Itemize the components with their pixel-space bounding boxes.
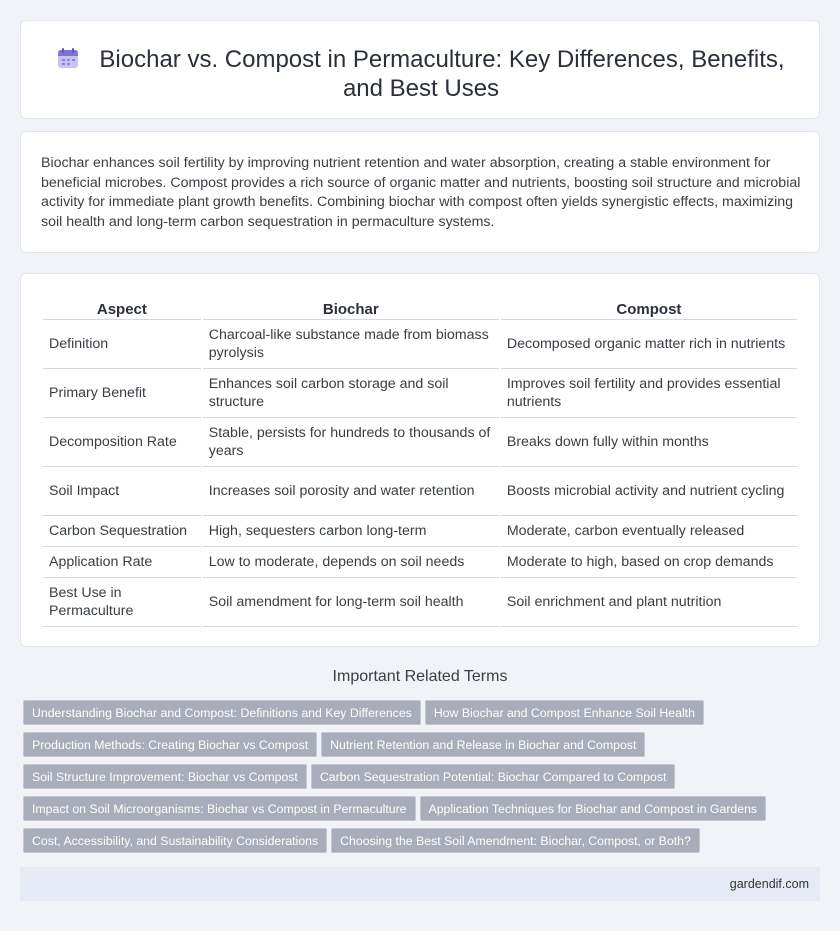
cell-biochar: Low to moderate, depends on soil needs [203, 547, 499, 578]
cell-aspect: Definition [43, 320, 201, 369]
header-compost: Compost [501, 296, 797, 320]
cell-aspect: Carbon Sequestration [43, 516, 201, 547]
title-line-1: Biochar vs. Compost in Permaculture: Key Differences, Benefits, [99, 46, 785, 73]
cell-aspect: Application Rate [43, 547, 201, 578]
table-row [43, 369, 797, 418]
cell-compost: Improves soil fertility and provides essential nutrients [501, 369, 797, 418]
related-term-link[interactable]: Choosing the Best Soil Amendment: Biochar, Compost, or Both? [331, 828, 700, 853]
cell-biochar: Soil amendment for long-term soil health [203, 578, 499, 627]
cell-aspect: Primary Benefit [43, 369, 201, 418]
related-term-link[interactable]: Impact on Soil Microorganisms: Biochar vs Compost in Permaculture [23, 796, 416, 821]
related-term-link[interactable]: Cost, Accessibility, and Sustainability Considerations [23, 828, 327, 853]
cell-aspect: Soil Impact [43, 467, 201, 516]
footer-site-link[interactable]: gardendif.com [729, 877, 809, 891]
cell-compost: Decomposed organic matter rich in nutrients [501, 320, 797, 369]
table-row [43, 320, 797, 369]
page-title [21, 45, 821, 103]
comparison-table-card [20, 273, 820, 647]
related-term-link[interactable]: Production Methods: Creating Biochar vs Compost [23, 732, 317, 757]
cell-biochar: Increases soil porosity and water retention [203, 467, 499, 516]
table-row [43, 516, 797, 547]
table-row [43, 467, 797, 516]
cell-biochar: High, sequesters carbon long-term [203, 516, 499, 547]
related-terms-title: Important Related Terms [332, 668, 508, 685]
table-row [43, 418, 797, 467]
summary-card [20, 131, 820, 253]
cell-biochar: Enhances soil carbon storage and soil structure [203, 369, 499, 418]
cell-aspect: Best Use in Permaculture [43, 578, 201, 627]
related-term-link[interactable]: Soil Structure Improvement: Biochar vs Compost [23, 764, 307, 789]
cell-compost: Breaks down fully within months [501, 418, 797, 467]
table-header-row [43, 296, 797, 320]
calendar-icon [57, 47, 79, 69]
cell-compost: Soil enrichment and plant nutrition [501, 578, 797, 627]
related-term-link[interactable]: Application Techniques for Biochar and Compost in Gardens [420, 796, 767, 821]
cell-biochar: Stable, persists for hundreds to thousands of years [203, 418, 499, 467]
cell-compost: Moderate to high, based on crop demands [501, 547, 797, 578]
cell-biochar: Charcoal-like substance made from biomass pyrolysis [203, 320, 499, 369]
related-term-link[interactable]: How Biochar and Compost Enhance Soil Health [425, 700, 704, 725]
cell-compost: Boosts microbial activity and nutrient cycling [501, 467, 797, 516]
footer [20, 867, 820, 901]
summary-text: Biochar enhances soil fertility by improving nutrient retention and water absorption, creating a stable environment for beneficial microbes. Compost provides a rich source of organic matter and nutrients, boosting soil structure and microbial activity for immediate plant growth benefits. Combining biochar with compost often yields synergistic effects, maximizing soil health and long-term carbon sequestration in permaculture systems. [41, 155, 801, 230]
cell-aspect: Decomposition Rate [43, 418, 201, 467]
related-terms-list [23, 700, 823, 860]
header-card [20, 20, 820, 119]
related-term-link[interactable]: Nutrient Retention and Release in Biochar and Compost [321, 732, 645, 757]
comparison-table [41, 296, 799, 627]
related-term-link[interactable]: Carbon Sequestration Potential: Biochar Compared to Compost [311, 764, 676, 789]
header-aspect: Aspect [43, 296, 201, 320]
cell-compost: Moderate, carbon eventually released [501, 516, 797, 547]
table-row [43, 578, 797, 627]
related-term-link[interactable]: Understanding Biochar and Compost: Definitions and Key Differences [23, 700, 421, 725]
title-line-2: and Best Uses [342, 75, 500, 102]
table-row [43, 547, 797, 578]
header-biochar: Biochar [203, 296, 499, 320]
